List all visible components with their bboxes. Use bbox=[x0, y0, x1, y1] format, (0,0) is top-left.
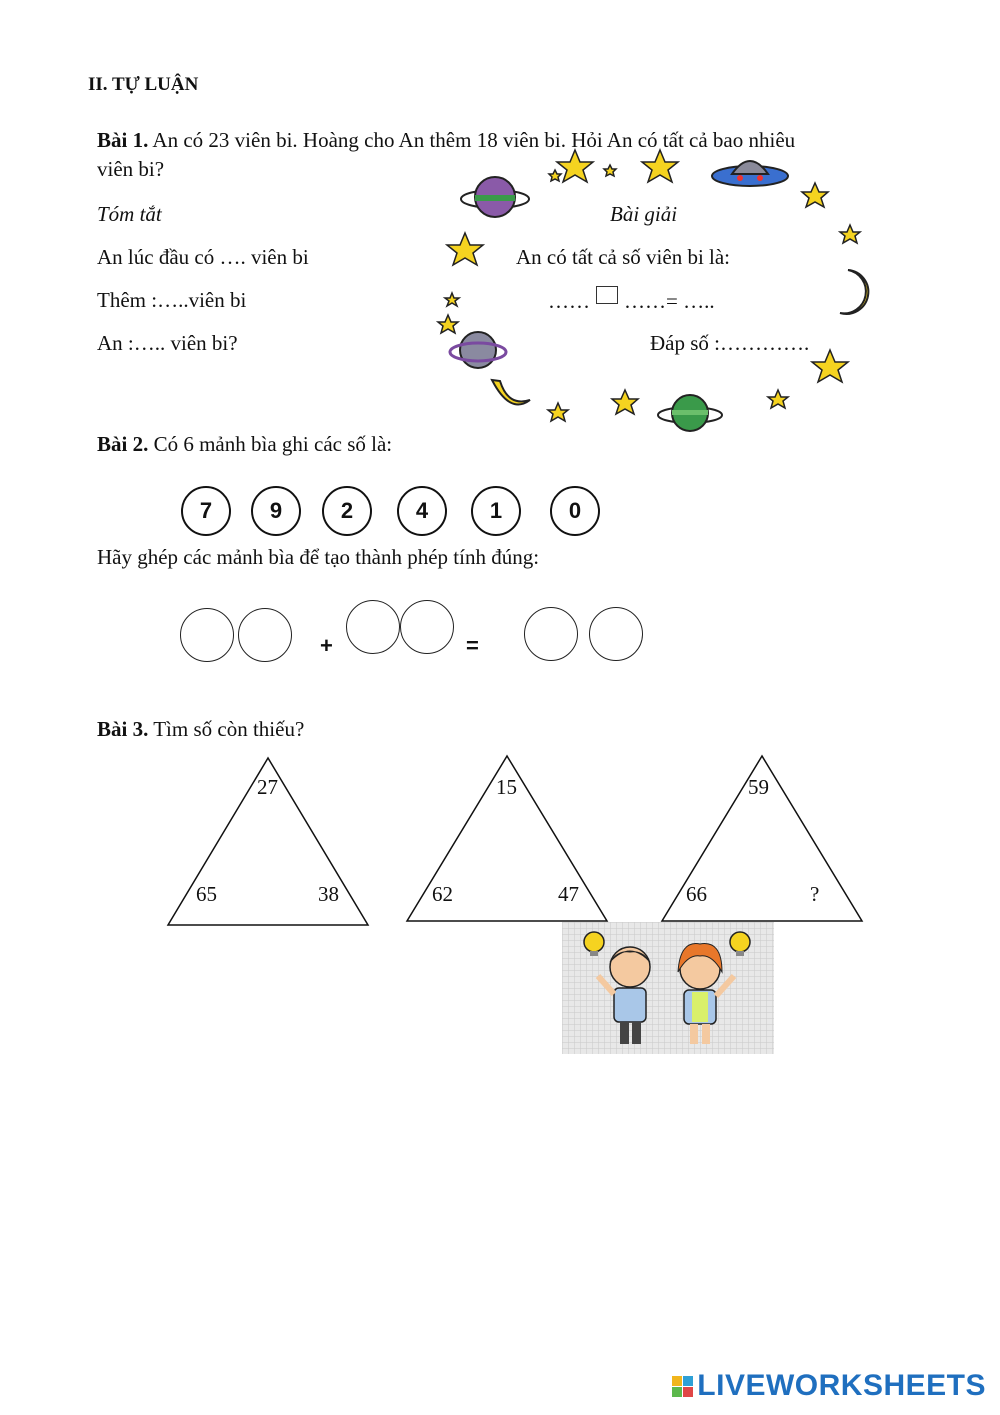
summary-title: Tóm tắt bbox=[97, 202, 162, 226]
answer-line[interactable]: Đáp số :…………. bbox=[650, 331, 810, 355]
number-card[interactable]: 0 bbox=[550, 486, 600, 536]
number-card[interactable]: 4 bbox=[397, 486, 447, 536]
calc-second-blank[interactable]: ……= ….. bbox=[624, 289, 715, 313]
triangle-2-right: 47 bbox=[558, 882, 579, 906]
plus-sign: + bbox=[320, 633, 333, 658]
solution-statement: An có tất cả số viên bi là: bbox=[516, 245, 731, 269]
triangle-1-top: 27 bbox=[257, 775, 278, 799]
bai2-question-text: Có 6 mảnh bìa ghi các số là: bbox=[148, 432, 393, 456]
bai2-label: Bài 2. bbox=[97, 432, 149, 456]
triangle-2-left: 62 bbox=[432, 882, 453, 906]
bai1-question-text: An có 23 viên bi. Hoàng cho An thêm 18 viên bi. Hỏi An có tất cả bao nhiêu bbox=[148, 128, 796, 152]
triangle-3-right[interactable]: ? bbox=[810, 882, 820, 906]
number-card[interactable]: 7 bbox=[181, 486, 231, 536]
logo-text: LIVEWORKSHEETS bbox=[697, 1369, 986, 1402]
solution-title: Bài giải bbox=[610, 202, 678, 226]
number-card[interactable]: 2 bbox=[322, 486, 372, 536]
bai3-label: Bài 3. bbox=[97, 717, 149, 741]
bai2-instruction: Hãy ghép các mảnh bìa để tạo thành phép tính đúng: bbox=[97, 545, 540, 569]
bai1-question-line2: viên bi? bbox=[97, 157, 165, 181]
calc-first-blank[interactable]: …… bbox=[548, 289, 590, 313]
triangle-2-top: 15 bbox=[496, 775, 517, 799]
triangle-1-left: 65 bbox=[196, 882, 217, 906]
summary-line-3[interactable]: An :….. viên bi? bbox=[97, 331, 238, 355]
kids-illustration bbox=[562, 922, 774, 1054]
liveworksheets-logo bbox=[672, 1369, 986, 1403]
triangle-1-right: 38 bbox=[318, 882, 339, 906]
triangle-3-top: 59 bbox=[748, 775, 769, 799]
equals-sign: = bbox=[466, 633, 479, 658]
section-title: II. TỰ LUẬN bbox=[88, 74, 199, 95]
summary-line-2[interactable]: Thêm :…..viên bi bbox=[97, 288, 247, 312]
triangle-3-left: 66 bbox=[686, 882, 707, 906]
number-card[interactable]: 1 bbox=[471, 486, 521, 536]
logo-icon bbox=[672, 1376, 693, 1397]
bai1-label: Bài 1. bbox=[97, 128, 149, 152]
bai3-question-text: Tìm số còn thiếu? bbox=[148, 717, 305, 741]
number-card[interactable]: 9 bbox=[251, 486, 301, 536]
summary-line-1[interactable]: An lúc đầu có …. viên bi bbox=[97, 245, 309, 269]
